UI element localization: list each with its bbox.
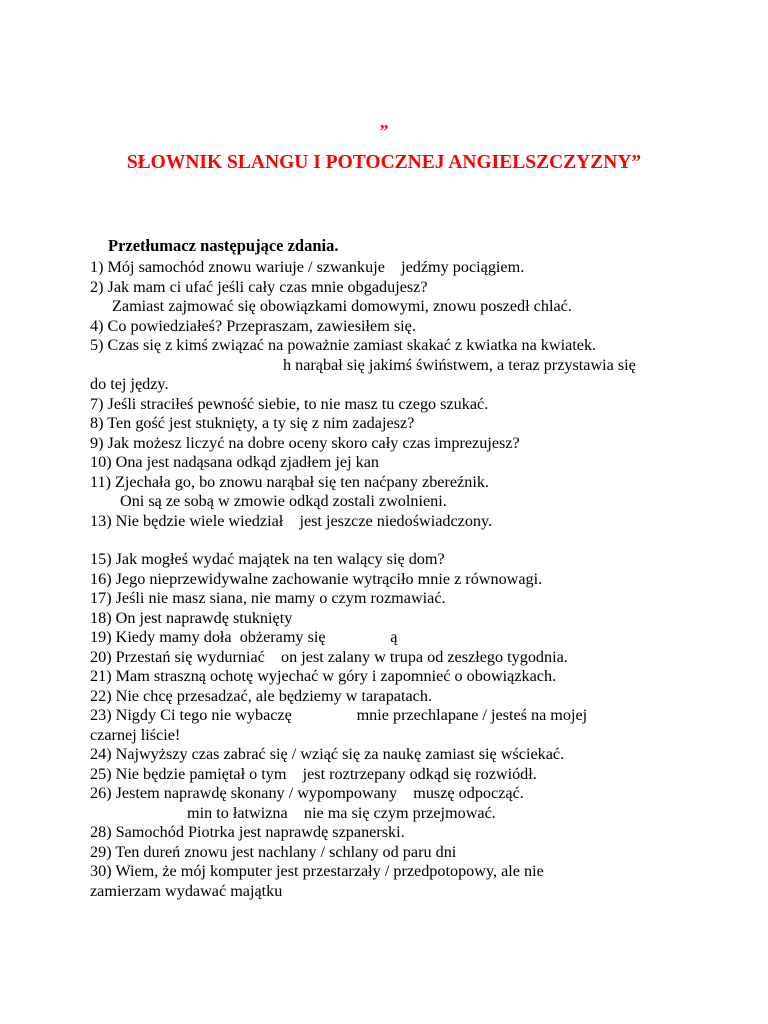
sentence-21: 21) Mam straszną ochotę wyjechać w góry i zapomnieć o obowiązkach. bbox=[90, 667, 557, 685]
sentence-29: 29) Ten dureń znowu jest nachlany / schlany od paru dni bbox=[90, 843, 457, 861]
sentence-13: 13) Nie będzie wiele wiedział jest jeszcze niedoświadczony. bbox=[90, 512, 493, 530]
sentence-9: 9) Jak możesz liczyć na dobre oceny skoro cały czas imprezujesz? bbox=[90, 434, 520, 452]
sentence-24: 24) Najwyższy czas zabrać się / wziąć się za naukę zamiast się wściekać. bbox=[90, 745, 565, 763]
instruction-heading: Przetłumacz następujące zdania. bbox=[108, 236, 339, 255]
sentence-27: min to łatwizna nie ma się czym przejmować. bbox=[187, 804, 496, 822]
sentence-1: 1) Mój samochód znowu wariuje / szwankuje jedźmy pociągiem. bbox=[90, 258, 525, 276]
sentence-28: 28) Samochód Piotrka jest naprawdę szpanerski. bbox=[90, 823, 405, 841]
sentence-30-continued: zamierzam wydawać majątku bbox=[90, 882, 283, 900]
sentence-22: 22) Nie chcę przesadzać, ale będziemy w tarapatach. bbox=[90, 687, 432, 705]
sentence-12: Oni są ze sobą w zmowie odkąd zostali zwolnieni. bbox=[120, 492, 447, 510]
sentence-2: 2) Jak mam ci ufać jeśli cały czas mnie obgadujesz? bbox=[90, 278, 428, 296]
document-title: SŁOWNIK SLANGU I POTOCZNEJ ANGIELSZCZYZNY” bbox=[126, 152, 642, 173]
sentence-7: 7) Jeśli straciłeś pewność siebie, to nie masz tu czego szukać. bbox=[90, 395, 489, 413]
sentence-26: 26) Jestem naprawdę skonany / wypompowany muszę odpocząć. bbox=[90, 784, 524, 802]
sentence-5: 5) Czas się z kimś związać na poważnie zamiast skakać z kwiatka na kwiatek. bbox=[90, 336, 597, 354]
sentence-19: 19) Kiedy mamy doła obżeramy się ą bbox=[90, 628, 398, 646]
sentence-4: 4) Co powiedziałeś? Przepraszam, zawiesiłem się. bbox=[90, 317, 416, 335]
sentence-20: 20) Przestań się wydurniać on jest zalany w trupa od zeszłego tygodnia. bbox=[90, 648, 568, 666]
sentence-10: 10) Ona jest nadąsana odkąd zjadłem jej kan bbox=[90, 453, 380, 471]
sentence-8: 8) Ten gość jest stuknięty, a ty się z nim zadajesz? bbox=[90, 414, 415, 432]
title-opening-quote: ” bbox=[379, 121, 389, 141]
sentence-23: 23) Nigdy Ci tego nie wybaczę mnie przechlapane / jesteś na mojej bbox=[90, 706, 588, 724]
sentence-15: 15) Jak mogłeś wydać majątek na ten walący się dom? bbox=[90, 550, 445, 568]
sentence-30: 30) Wiem, że mój komputer jest przestarzały / przedpotopowy, ale nie bbox=[90, 862, 544, 880]
sentence-11: 11) Zjechała go, bo znowu narąbał się ten naćpany zbereźnik. bbox=[90, 473, 489, 491]
sentence-16: 16) Jego nieprzewidywalne zachowanie wytrąciło mnie z równowagi. bbox=[90, 570, 543, 588]
sentence-6: h narąbał się jakimś świństwem, a teraz przystawia się bbox=[283, 356, 636, 374]
sentence-18: 18) On jest naprawdę stuknięty bbox=[90, 609, 293, 627]
sentence-23-continued: czarnej liście! bbox=[90, 726, 181, 744]
sentence-3: Zamiast zajmować się obowiązkami domowymi, znowu poszedł chlać. bbox=[112, 297, 572, 315]
sentence-17: 17) Jeśli nie masz siana, nie mamy o czym rozmawiać. bbox=[90, 589, 446, 607]
sentence-25: 25) Nie będzie pamiętał o tym jest roztrzepany odkąd się rozwiódł. bbox=[90, 765, 537, 783]
sentence-6-continued: do tej jędzy. bbox=[90, 375, 169, 393]
